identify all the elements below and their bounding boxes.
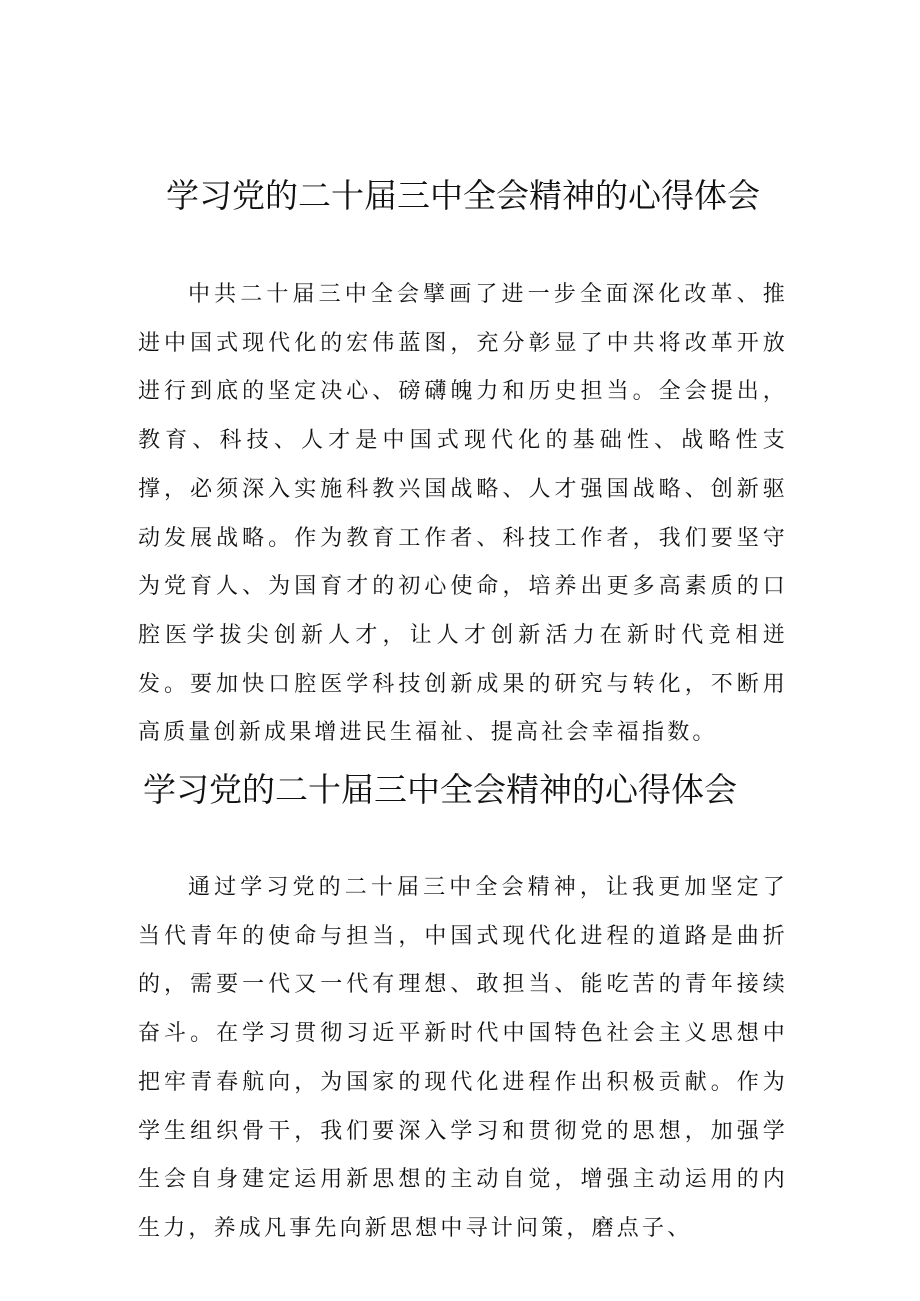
section-2-title: 学习党的二十届三中全会精神的心得体会 — [143, 770, 737, 809]
section-1-body: 中共二十届三中全会擘画了进一步全面深化改革、推进中国式现代化的宏伟蓝图，充分彰显了中共将改革开放进行到底的坚定决心、磅礴魄力和历史担当。全会提出，教育、科技、人才是中国式现代化的基础性、战略性支撑，必须深入实施科教兴国战略、人才强国战略、创新驱动发展战略。作为教育工作者、科技工作者，我们要坚守为党育人、为国育才的初心使命，培养出更多高素质的口腔医学拔尖创新人才，让人才创新活力在新时代竞相迸发。要加快口腔医学科技创新成果的研究与转化，不断用高质量创新成果增进民生福祉、提高社会幸福指数。 — [138, 282, 788, 746]
section-2-body: 通过学习党的二十届三中全会精神，让我更加坚定了当代青年的使命与担当，中国式现代化进程的道路是曲折的，需要一代又一代有理想、敢担当、能吃苦的青年接续奋斗。在学习贯彻习近平新时代中国特色社会主义思想中把牢青春航向，为国家的现代化进程作出积极贡献。作为学生组织骨干，我们要深入学习和贯彻党的思想，加强学生会自身建定运用新思想的主动自觉，增强主动运用的内生力，养成凡事先向新思想中寻计问策，磨点子、 — [138, 875, 788, 1241]
section-1-title: 学习党的二十届三中全会精神的心得体会 — [166, 176, 760, 215]
